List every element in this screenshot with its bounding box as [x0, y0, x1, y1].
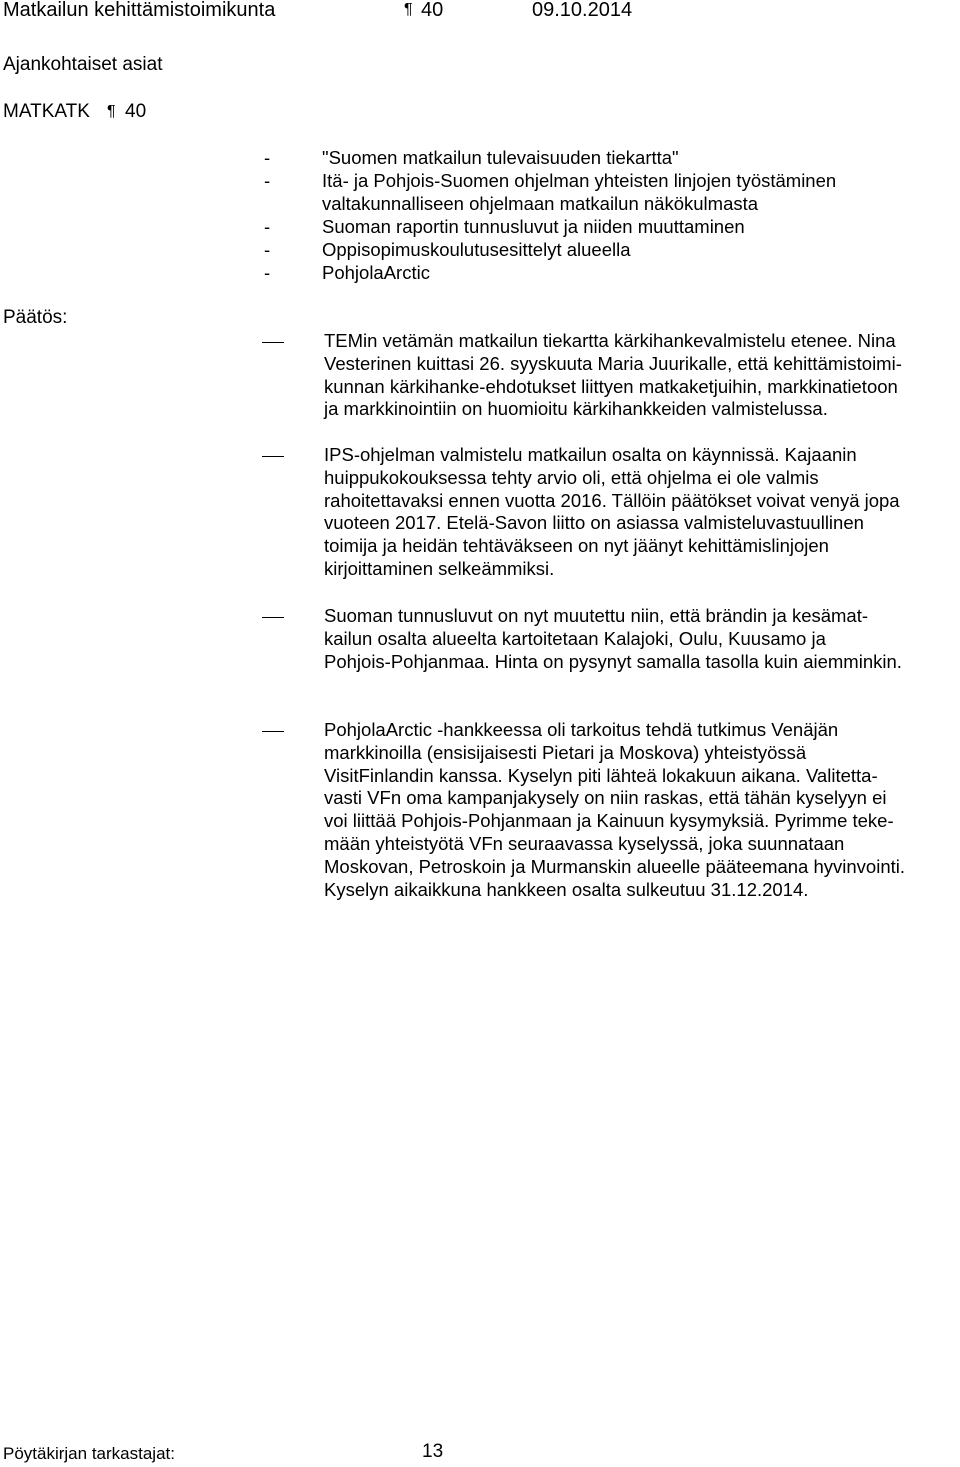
- decision-paragraph: [324, 330, 960, 421]
- committee-name: Matkailun kehittämistoimikunta: [3, 0, 276, 21]
- paragraph-line: voi liittää Pohjois-Pohjanmaan ja Kainuun kysymyksiä. Pyrimme teke-: [324, 810, 894, 832]
- list-item-continued: valtakunnalliseen ohjelmaan matkailun näkökulmasta: [322, 193, 759, 214]
- pilcrow-icon: ¶: [107, 103, 116, 120]
- paragraph-line: toimija ja heidän tehtäväkseen on nyt jäänyt kehittämislinjojen: [324, 535, 829, 557]
- list-dash: -: [264, 216, 271, 237]
- emdash-bullet: [262, 456, 284, 457]
- list-item: "Suomen matkailun tulevaisuuden tiekartta": [322, 147, 679, 168]
- list-item: Itä- ja Pohjois-Suomen ohjelman yhteisten linjojen työstäminen: [322, 170, 837, 191]
- paragraph-line: markkinoilla (ensisijaisesti Pietari ja Moskova) yhteistyössä: [324, 741, 807, 763]
- paragraph-line: vuoteen 2017. Etelä-Savon liitto on asiassa valmisteluvastuullinen: [324, 512, 864, 534]
- pilcrow-icon: ¶: [404, 1, 413, 18]
- paragraph-line: huippukokouksessa tehty arvio oli, että ohjelma ei ole valmis: [324, 466, 819, 488]
- emdash-bullet: [262, 731, 284, 732]
- footer-label: Pöytäkirjan tarkastajat:: [3, 1444, 175, 1463]
- decision-label: Päätös:: [3, 307, 68, 328]
- paragraph-line: mään yhteistyötä VFn seuraavassa kyselyssä, joka suunnataan: [324, 832, 845, 854]
- paragraph-line: ja markkinointiin on huomioitu kärkihankkeiden valmistelussa.: [324, 398, 828, 420]
- list-dash: -: [264, 170, 271, 191]
- meeting-number: 40: [421, 0, 444, 21]
- list-dash: -: [264, 239, 271, 260]
- decision-paragraph: [324, 444, 960, 581]
- decision-paragraph: [324, 719, 960, 901]
- paragraph-line: TEMin vetämän matkailun tiekartta kärkihankevalmistelu etenee. Nina: [324, 330, 896, 351]
- list-dash: -: [264, 262, 271, 283]
- list-dash: -: [264, 147, 271, 168]
- list-item: Oppisopimuskoulutusesittelyt alueella: [322, 239, 631, 260]
- emdash-bullet: [262, 342, 284, 343]
- item-number: 40: [125, 101, 147, 122]
- item-label: MATKATK: [3, 101, 90, 122]
- meeting-date: 09.10.2014: [532, 0, 633, 21]
- paragraph-line: IPS-ohjelman valmistelu matkailun osalta on käynnissä. Kajaanin: [324, 444, 857, 465]
- paragraph-line: Moskovan, Petroskoin ja Murmanskin alueelle pääteemana hyvinvointi.: [324, 855, 905, 877]
- page-number: 13: [422, 1441, 444, 1462]
- paragraph-line: kailun osalta alueelta kartoitetaan Kalajoki, Oulu, Kuusamo ja: [324, 627, 826, 649]
- emdash-bullet: [262, 617, 284, 618]
- paragraph-line: VisitFinlandin kanssa. Kyselyn piti lähteä lokakuun aikana. Valitetta-: [324, 764, 878, 786]
- decision-paragraph: [324, 605, 960, 673]
- list-item: PohjolaArctic: [322, 262, 430, 283]
- paragraph-line: rahoitettavaksi ennen vuotta 2016. Tällöin päätökset voivat venyä jopa: [324, 489, 900, 511]
- paragraph-line: Vesterinen kuittasi 26. syyskuuta Maria Juurikalle, että kehittämistoimi-: [324, 352, 902, 374]
- list-item: Suoman raportin tunnusluvut ja niiden muuttaminen: [322, 216, 745, 237]
- paragraph-line: Suoman tunnusluvut on nyt muutettu niin, että brändin ja kesämat-: [324, 605, 869, 626]
- paragraph-line: Kyselyn aikaikkuna hankkeen osalta sulkeutuu 31.12.2014.: [324, 878, 809, 900]
- paragraph-line: Pohjois-Pohjanmaa. Hinta on pysynyt samalla tasolla kuin aiemminkin.: [324, 650, 902, 672]
- paragraph-line: kunnan kärkihanke-ehdotukset liittyen matkaketjuihin, markkinatietoon: [324, 375, 898, 397]
- paragraph-line: kirjoittaminen selkeämmiksi.: [324, 557, 555, 579]
- paragraph-line: PohjolaArctic -hankkeessa oli tarkoitus tehdä tutkimus Venäjän: [324, 719, 839, 740]
- section-title: Ajankohtaiset asiat: [3, 54, 163, 75]
- paragraph-line: vasti VFn oma kampanjakysely on niin raskas, että tähän kyselyyn ei: [324, 787, 887, 809]
